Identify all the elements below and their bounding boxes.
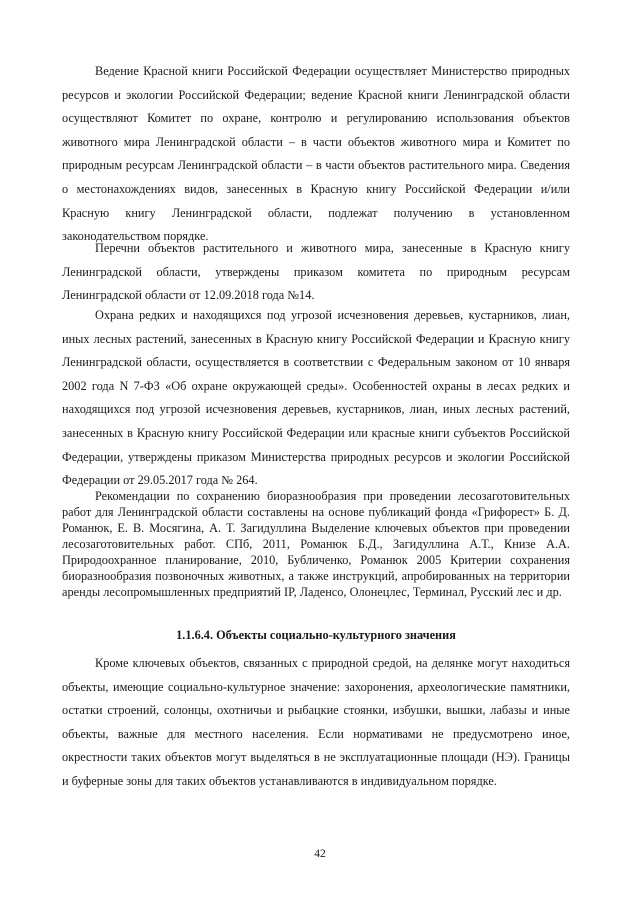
section-heading: 1.1.6.4. Объекты социально-культурного значения bbox=[176, 628, 456, 642]
paragraph-red-book-management bbox=[62, 60, 570, 249]
paragraph-biodiversity-recommendations bbox=[62, 488, 570, 600]
paragraph-socio-cultural-objects bbox=[62, 652, 570, 794]
paragraph-text: Рекомендации по сохранению биоразнообразия при проведении лесозаготовительных работ для Ленинградской области составлены на основе публикаций фонда «Грифорест» Б. Д. Романюк, Е. В. Мосягина, А. Т. Загидуллина Выделение ключевых объектов при проведении лесозаготовительных работ. СПб, 2011, Романюк Б.Д., Загидуллина А.Т., Книзе А.А. Природоохранное планирование, 2010, Бубличенко, Романюк 2005 Критерии сохранения биоразнообразия позвоночных животных, а также инструкций, апробированных на территории аренды лесопромышленных предприятий IP, Ладенсо, Олонецлес, Терминал, Русский лес и др. bbox=[62, 489, 570, 599]
paragraph-red-book-lists bbox=[62, 237, 570, 308]
paragraph-text: Перечни объектов растительного и животного мира, занесенные в Красную книгу Ленинградской области, утверждены приказом комитета по природным ресурсам Ленинградской области от 12.09.2018 года №14. bbox=[62, 241, 570, 303]
page-number: 42 bbox=[314, 848, 326, 860]
paragraph-text: Охрана редких и находящихся под угрозой исчезновения деревьев, кустарников, лиан, иных лесных растений, занесенных в Красную книгу Российской Федерации и Красную книгу Ленинградской области, осуществляется в соответствии с Федеральным законом от 10 января 2002 года N 7-ФЗ «Об охране окружающей среды». Особенностей охраны в лесах редких и находящихся под угрозой исчезновения деревьев, кустарников, лиан, иных лесных растений, занесенных в Красную книгу Российской Федерации или красные книги субъектов Российской Федерации, утверждены приказом Министерства природных ресурсов и экологии Российской Федерации от 29.05.2017 года № 264. bbox=[62, 308, 570, 488]
paragraph-text: Кроме ключевых объектов, связанных с природной средой, на делянке могут находиться объекты, имеющие социально-культурное значение: захоронения, археологические памятники, остатки строений, солонцы, охотничьи и рыбацкие стоянки, избушки, вышки, лабазы и иные объекты, важные для местного населения. Если нормативами не предусмотрено иное, окрестности таких объектов могут выделяться в не эксплуатационные площади (НЭ). Границы и буферные зоны для таких объектов устанавливаются в индивидуальном порядке. bbox=[62, 656, 570, 788]
paragraph-text: Ведение Красной книги Российской Федерации осуществляет Министерство природных ресурсов и экологии Российской Федерации; ведение Красной книги Ленинградской области осуществляют Комитет по охране, контролю и регулированию использования объектов животного мира Ленинградской области – в части объектов животного мира и Комитет по природным ресурсам Ленинградской области – в части объектов растительного мира. Сведения о местонахождениях видов, занесенных в Красную книгу Российской Федерации и/или Красную книгу Ленинградской области, подлежат получению в установленном законодательством порядке. bbox=[62, 64, 570, 244]
paragraph-protection-rare-species bbox=[62, 304, 570, 493]
